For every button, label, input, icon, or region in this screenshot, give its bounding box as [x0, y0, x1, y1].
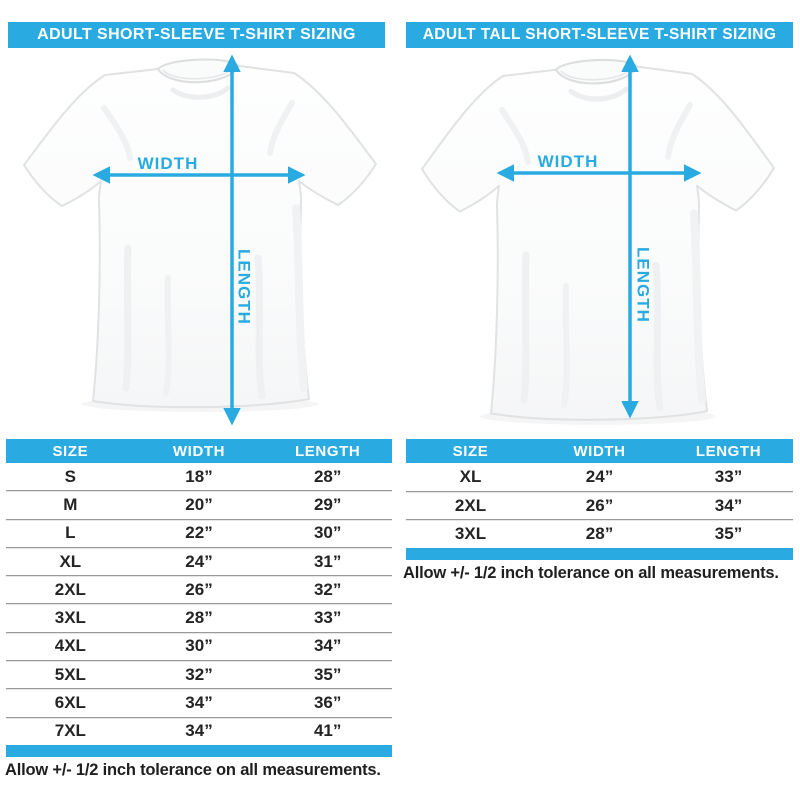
- column-header-length: LENGTH: [295, 442, 361, 460]
- table-cell: 33”: [714, 466, 743, 486]
- table-bottom-accent-bar: [6, 745, 392, 757]
- table-cell: 24”: [185, 551, 213, 571]
- table-cell: 26”: [585, 495, 614, 515]
- column-header-width: WIDTH: [172, 442, 226, 460]
- table-row: [6, 490, 392, 518]
- table-cell: M: [63, 494, 78, 514]
- panel-adult-tall: [400, 0, 800, 800]
- table-cell: 4XL: [54, 636, 86, 656]
- table-row: [6, 519, 392, 547]
- table-cell: 7XL: [54, 721, 86, 741]
- table-row: [6, 575, 392, 603]
- column-header-width: WIDTH: [573, 442, 626, 460]
- width-label: WIDTH: [537, 152, 599, 171]
- panel-title-bar: [406, 22, 793, 48]
- width-label: WIDTH: [137, 154, 199, 173]
- table-cell: 36”: [313, 693, 342, 713]
- tshirt-photo: [24, 60, 376, 412]
- size-table-body: [406, 463, 793, 548]
- table-cell: 5XL: [54, 664, 86, 684]
- table-cell: 28”: [185, 608, 213, 628]
- column-header-size: SIZE: [452, 442, 489, 460]
- column-header-size: SIZE: [52, 442, 89, 460]
- table-cell: 24”: [585, 466, 614, 486]
- table-cell: 33”: [313, 608, 342, 628]
- table-cell: 41”: [313, 721, 342, 741]
- table-row: [406, 463, 793, 491]
- table-cell: 34”: [313, 636, 342, 656]
- table-cell: 29”: [313, 494, 342, 514]
- table-cell: 26”: [185, 579, 213, 599]
- table-cell: 32”: [313, 579, 342, 599]
- table-row: [406, 519, 793, 548]
- table-row: [6, 660, 392, 688]
- panel-title-bar: [8, 22, 385, 48]
- table-cell: 2XL: [54, 579, 86, 599]
- table-cell: 31”: [313, 551, 342, 571]
- table-cell: XL: [59, 551, 82, 571]
- table-cell: 6XL: [54, 693, 86, 713]
- length-label: LENGTH: [633, 247, 653, 323]
- table-row: [6, 688, 392, 716]
- table-cell: 2XL: [454, 495, 487, 515]
- tshirt-measurement-diagram: [406, 48, 793, 432]
- size-table-header: [6, 439, 392, 463]
- panel-title: ADULT TALL SHORT-SLEEVE T-SHIRT SIZING: [422, 26, 777, 43]
- table-cell: 18”: [185, 466, 213, 486]
- size-table-header: [406, 439, 793, 463]
- table-cell: 28”: [313, 466, 342, 486]
- column-header-length: LENGTH: [695, 442, 762, 460]
- table-cell: 34”: [185, 721, 213, 741]
- table-cell: 30”: [313, 523, 342, 543]
- table-row: [6, 547, 392, 575]
- panel-title: ADULT SHORT-SLEEVE T-SHIRT SIZING: [37, 26, 356, 43]
- table-cell: XL: [459, 466, 482, 486]
- table-cell: 35”: [714, 524, 743, 544]
- table-cell: S: [64, 466, 76, 486]
- table-cell: 22”: [185, 523, 213, 543]
- table-cell: 28”: [585, 524, 614, 544]
- size-table-body: [6, 463, 392, 745]
- tolerance-note: Allow +/- 1/2 inch tolerance on all measurements.: [5, 761, 381, 779]
- table-row: [6, 603, 392, 631]
- table-cell: L: [65, 523, 76, 543]
- length-label: LENGTH: [234, 249, 254, 325]
- tshirt-measurement-diagram: [8, 48, 395, 432]
- table-row: [406, 491, 793, 520]
- table-row: [6, 463, 392, 490]
- table-cell: 3XL: [54, 608, 86, 628]
- table-cell: 32”: [185, 664, 213, 684]
- table-cell: 34”: [714, 495, 743, 515]
- table-cell: 20”: [185, 494, 213, 514]
- table-cell: 35”: [313, 664, 342, 684]
- table-cell: 34”: [185, 693, 213, 713]
- table-bottom-accent-bar: [406, 548, 793, 560]
- table-row: [6, 632, 392, 660]
- tolerance-note: Allow +/- 1/2 inch tolerance on all measurements.: [403, 564, 779, 582]
- table-cell: 3XL: [454, 524, 487, 544]
- table-cell: 30”: [185, 636, 213, 656]
- tshirt-photo: [422, 60, 774, 425]
- table-row: [6, 717, 392, 745]
